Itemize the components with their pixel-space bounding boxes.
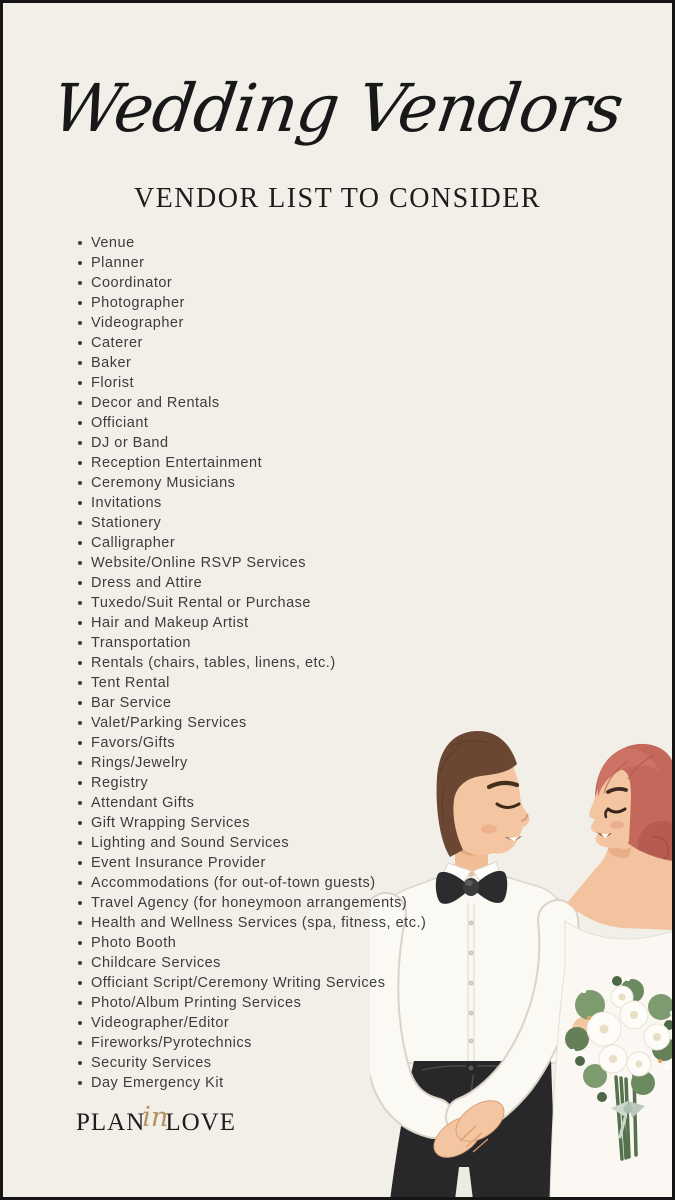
- bullet-icon: [78, 681, 82, 685]
- vendor-item-label: Health and Wellness Services (spa, fitness, etc.): [91, 915, 427, 931]
- vendor-item-label: Hair and Makeup Artist: [91, 615, 249, 631]
- vendor-list-item: [76, 373, 426, 393]
- logo-plan: PLAN: [76, 1109, 146, 1136]
- bullet-icon: [78, 721, 82, 725]
- vendor-list-item: [76, 593, 426, 613]
- logo-in: in: [142, 1102, 169, 1133]
- bullet-icon: [78, 701, 82, 705]
- bullet-icon: [78, 561, 82, 565]
- vendor-item-label: Baker: [91, 355, 132, 371]
- vendor-item-label: Officiant Script/Ceremony Writing Services: [91, 975, 386, 991]
- vendor-list-item: [76, 533, 426, 553]
- vendor-item-label: Videographer/Editor: [91, 1015, 230, 1031]
- bullet-icon: [78, 1081, 82, 1085]
- vendor-item-label: Day Emergency Kit: [91, 1075, 224, 1091]
- vendor-item-label: Valet/Parking Services: [91, 715, 247, 731]
- vendor-item-label: Stationery: [91, 515, 162, 531]
- bullet-icon: [78, 741, 82, 745]
- vendor-list-item: [76, 773, 426, 793]
- vendor-list-item: [76, 233, 426, 253]
- vendor-list-item: [76, 253, 426, 273]
- vendor-list-item: [76, 793, 426, 813]
- vendor-item-label: Coordinator: [91, 275, 173, 291]
- bullet-icon: [78, 861, 82, 865]
- bullet-icon: [78, 1061, 82, 1065]
- vendor-item-label: Venue: [91, 235, 135, 251]
- vendor-item-label: Decor and Rentals: [91, 395, 220, 411]
- vendor-list-item: [76, 873, 426, 893]
- vendor-item-label: Attendant Gifts: [91, 795, 195, 811]
- bullet-icon: [78, 941, 82, 945]
- bullet-icon: [78, 481, 82, 485]
- vendor-item-label: Dress and Attire: [91, 575, 203, 591]
- vendor-item-label: Rings/Jewelry: [91, 755, 188, 771]
- vendor-list-item: [76, 913, 426, 933]
- vendor-list-item: [76, 713, 426, 733]
- bullet-icon: [78, 781, 82, 785]
- vendor-list-item: [76, 813, 426, 833]
- vendor-list-item: [76, 1033, 426, 1053]
- vendor-item-label: Rentals (chairs, tables, linens, etc.): [91, 655, 336, 671]
- bullet-icon: [78, 341, 82, 345]
- brand-logo: [76, 1102, 236, 1137]
- bullet-icon: [78, 981, 82, 985]
- vendor-list-item: [76, 673, 426, 693]
- vendor-list-item: [76, 1053, 426, 1073]
- vendor-list-item: [76, 613, 426, 633]
- bullet-icon: [78, 521, 82, 525]
- vendor-list-item: [76, 993, 426, 1013]
- vendor-item-label: Transportation: [91, 635, 191, 651]
- vendor-list-item: [76, 933, 426, 953]
- vendor-item-label: Planner: [91, 255, 145, 271]
- vendor-item-label: Website/Online RSVP Services: [91, 555, 306, 571]
- vendor-list-item: [76, 833, 426, 853]
- vendor-item-label: Security Services: [91, 1055, 212, 1071]
- bullet-icon: [78, 641, 82, 645]
- vendor-list-item: [76, 553, 426, 573]
- bullet-icon: [78, 1021, 82, 1025]
- vendor-list-item: [76, 853, 426, 873]
- bullet-icon: [78, 321, 82, 325]
- bullet-icon: [78, 821, 82, 825]
- vendor-item-label: Childcare Services: [91, 955, 221, 971]
- vendor-item-label: Caterer: [91, 335, 143, 351]
- bullet-icon: [78, 281, 82, 285]
- bullet-icon: [78, 401, 82, 405]
- vendor-list-item: [76, 953, 426, 973]
- bullet-icon: [78, 921, 82, 925]
- vendor-item-label: Photographer: [91, 295, 185, 311]
- vendor-item-label: Photo Booth: [91, 935, 177, 951]
- vendor-list-item: [76, 733, 426, 753]
- vendor-item-label: Officiant: [91, 415, 149, 431]
- bullet-icon: [78, 581, 82, 585]
- vendor-list-item: [76, 333, 426, 353]
- vendor-list-item: [76, 633, 426, 653]
- bullet-icon: [78, 1041, 82, 1045]
- vendor-list-item: [76, 893, 426, 913]
- vendor-list-item: [76, 753, 426, 773]
- bullet-icon: [78, 361, 82, 365]
- vendor-item-label: Invitations: [91, 495, 162, 511]
- bullet-icon: [78, 761, 82, 765]
- bullet-icon: [78, 241, 82, 245]
- vendor-item-label: DJ or Band: [91, 435, 169, 451]
- vendor-list: [76, 233, 426, 1093]
- vendor-list-item: [76, 1073, 426, 1093]
- bullet-icon: [78, 501, 82, 505]
- vendor-list-item: [76, 473, 426, 493]
- bullet-icon: [78, 1001, 82, 1005]
- bullet-icon: [78, 961, 82, 965]
- bullet-icon: [78, 381, 82, 385]
- vendor-item-label: Photo/Album Printing Services: [91, 995, 302, 1011]
- vendor-list-item: [76, 493, 426, 513]
- vendor-item-label: Tent Rental: [91, 675, 170, 691]
- vendor-list-item: [76, 393, 426, 413]
- vendor-list-item: [76, 433, 426, 453]
- vendor-item-label: Tuxedo/Suit Rental or Purchase: [91, 595, 311, 611]
- bullet-icon: [78, 301, 82, 305]
- vendor-item-label: Videographer: [91, 315, 184, 331]
- bullet-icon: [78, 841, 82, 845]
- vendor-item-label: Gift Wrapping Services: [91, 815, 251, 831]
- vendor-list-item: [76, 693, 426, 713]
- bullet-icon: [78, 801, 82, 805]
- bullet-icon: [78, 601, 82, 605]
- vendor-item-label: Accommodations (for out-of-town guests): [91, 875, 376, 891]
- vendor-item-label: Calligrapher: [91, 535, 176, 551]
- bullet-icon: [78, 541, 82, 545]
- vendor-item-label: Ceremony Musicians: [91, 475, 236, 491]
- bullet-icon: [78, 661, 82, 665]
- vendor-list-item: [76, 453, 426, 473]
- vendor-list-item: [76, 413, 426, 433]
- vendor-list-item: [76, 313, 426, 333]
- bullet-icon: [78, 421, 82, 425]
- vendor-item-label: Event Insurance Provider: [91, 855, 266, 871]
- vendor-item-label: Lighting and Sound Services: [91, 835, 290, 851]
- vendor-list-item: [76, 353, 426, 373]
- logo-love: LOVE: [165, 1109, 236, 1136]
- vendor-item-label: Reception Entertainment: [91, 455, 263, 471]
- vendor-list-item: [76, 293, 426, 313]
- page-subtitle: VENDOR LIST TO CONSIDER: [133, 183, 542, 214]
- bride-figure: [550, 744, 673, 1200]
- vendor-item-label: Florist: [91, 375, 134, 391]
- vendor-list-item: [76, 513, 426, 533]
- vendor-item-label: Bar Service: [91, 695, 172, 711]
- vendor-list-item: [76, 273, 426, 293]
- bullet-icon: [78, 621, 82, 625]
- bullet-icon: [78, 461, 82, 465]
- vendor-item-label: Travel Agency (for honeymoon arrangements): [91, 895, 408, 911]
- vendor-item-label: Favors/Gifts: [91, 735, 176, 751]
- vendor-item-label: Registry: [91, 775, 149, 791]
- bullet-icon: [78, 901, 82, 905]
- vendor-list-item: [76, 653, 426, 673]
- bullet-icon: [78, 261, 82, 265]
- bullet-icon: [78, 881, 82, 885]
- vendor-list-item: [76, 573, 426, 593]
- vendor-list-item: [76, 1013, 426, 1033]
- vendor-list-item: [76, 973, 426, 993]
- vendor-item-label: Fireworks/Pyrotechnics: [91, 1035, 252, 1051]
- bullet-icon: [78, 441, 82, 445]
- page-title-script: Wedding Vendors: [47, 70, 628, 147]
